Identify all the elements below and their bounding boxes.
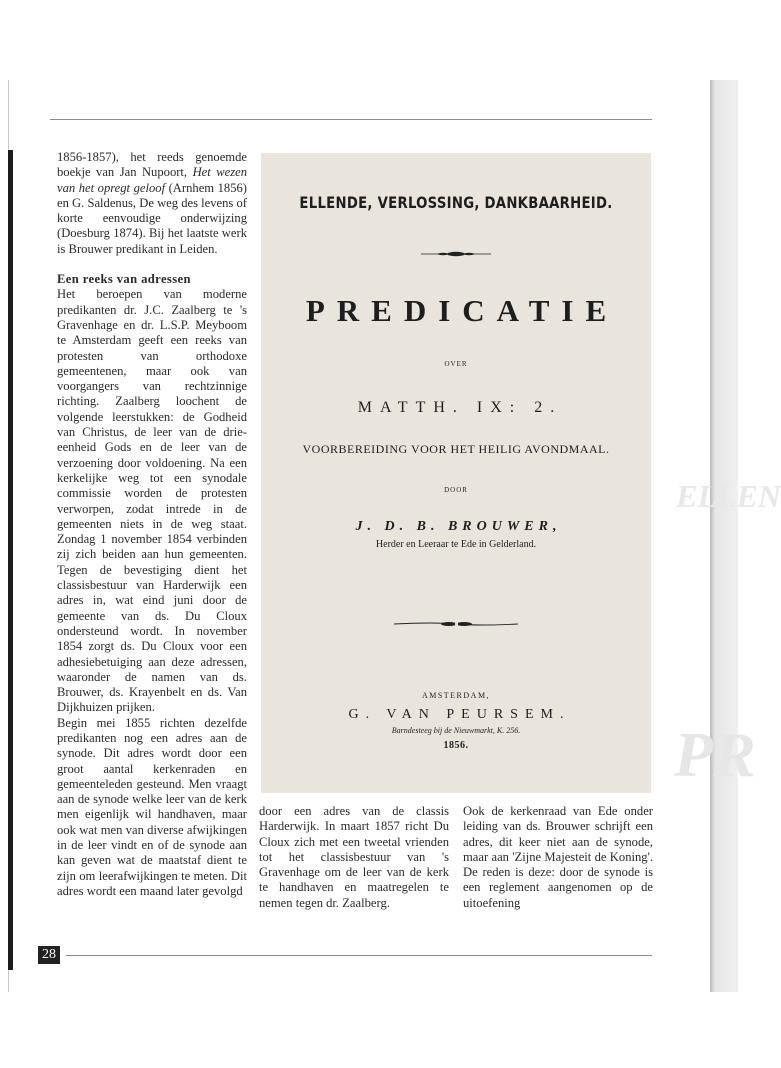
ornament-flourish-icon xyxy=(394,619,518,629)
right-column xyxy=(463,804,653,911)
title-page-image xyxy=(261,153,651,793)
bottom-rule xyxy=(66,955,652,956)
title-page-subtitle: VOORBEREIDING VOOR HET HEILIG AVONDMAAL. xyxy=(302,442,610,456)
book-title-italic: Het wezen van het opregt geloof xyxy=(57,165,247,195)
page-number: 28 xyxy=(38,946,60,964)
title-page-author: J. D. B. BROUWER, xyxy=(355,519,562,534)
title-page-over: OVER xyxy=(444,360,468,368)
ornament-divider-icon xyxy=(421,250,491,258)
facing-page-ghost-text-2: PR xyxy=(674,719,756,790)
title-page-year: 1856. xyxy=(443,740,469,751)
middle-column xyxy=(259,804,449,911)
binding-edge-strip xyxy=(8,150,13,970)
paragraph-3: Begin mei 1855 richten dezelfde predikanten nog een adres aan de synode. Dit adres wordt door een groot aantal kerkenraden en gemeenteleden gesteund. Men vraagt aan de synode welke leer van de kerk men eigenlijk wil handhaven, maar ook wat men van diverse afwijkingen in de leer vindt en of de synode aan kan geven wat de maatstaf dient te zijn om leerafwijkingen te meten. Dit adres wordt een maand later gevolgd xyxy=(57,715,247,898)
left-column xyxy=(57,150,247,899)
title-page-city: AMSTERDAM, xyxy=(421,691,491,700)
section-heading: Een reeks van adressen xyxy=(57,272,191,287)
title-page-door: DOOR xyxy=(444,486,468,494)
paragraph-2: Het beroepen van moderne predikanten dr. J.C. Zaalberg te 's Gravenhage en dr. L.S.P. Meyboom te Amsterdam geeft een reeks van protesten van orthodoxe gemeentenen, maar ook van voorgangers van rechtzinnige richting. Zaalberg loochent de volgende leerstukken: de Godheid van Christus, de leer van de drie-eenheid Gods en de leer van de verzoening door voldoening. Na een kerkelijke weg tot een synodale commissie worden de protesten verworpen, zodat intrede in de gemeenten niets in de weg staat. Zondag 1 november 1854 verbinden zij zich beiden aan hun gemeenten. Tegen de bevestiging dient het classisbestuur van Harderwijk een adres in, wat eind juni door de gemeente van ds. Du Cloux ondersteund wordt. In november 1854 zorgt ds. Du Cloux voor een adhesiebetuiging aan deze adressen, waaronder de namen van ds. Brouwer, ds. Krayenbelt en ds. Van Dijkhuizen prijken. xyxy=(57,287,247,715)
title-page-motto: ELLENDE, VERLOSSING, DANKBAARHEID. xyxy=(299,193,613,212)
middle-column-text: door een adres van de classis Harderwijk. In maart 1857 richt Du Cloux zich met een tweetal vrienden tot het classisbestuur van 's Gravenhage om de leer van de kerk te handhaven en maatregelen te nemen tegen dr. Zaalberg. xyxy=(259,804,449,910)
title-page-address: Barndesteeg bij de Nieuwmarkt, K. 256. xyxy=(391,726,521,735)
paragraph-1-text-a: 1856-1857), het reeds genoemde boekje van Jan Nupoort, xyxy=(57,150,247,180)
top-rule xyxy=(50,119,652,120)
facing-page-ghost-text-1: ELLEN xyxy=(676,478,781,514)
title-page-main-title: PREDICATIE xyxy=(305,293,619,328)
title-page-author-role: Herder en Leeraar te Ede in Gelderland. xyxy=(375,539,537,550)
paragraph-1 xyxy=(57,150,247,257)
title-page-reference: MATTH. IX: 2. xyxy=(357,399,563,416)
title-page-publisher: G. VAN PEURSEM. xyxy=(348,707,571,722)
right-column-text: Ook de kerkenraad van Ede onder leiding van ds. Brouwer schrijft een adres, dit keer niet aan de synode, maar aan 'Zijne Majesteit de Koning'. De reden is deze: door de synode is een reglement aangenomen op de uitoefening xyxy=(463,804,653,910)
paragraph-1-text-b: (Arnhem 1856) en G. Saldenus, De weg des levens of korte eenvoudige onderwijzing (Doesburg 1874). Bij het laatste werk is Brouwer predikant in Leiden. xyxy=(57,180,247,256)
facing-page-edge xyxy=(710,80,738,992)
